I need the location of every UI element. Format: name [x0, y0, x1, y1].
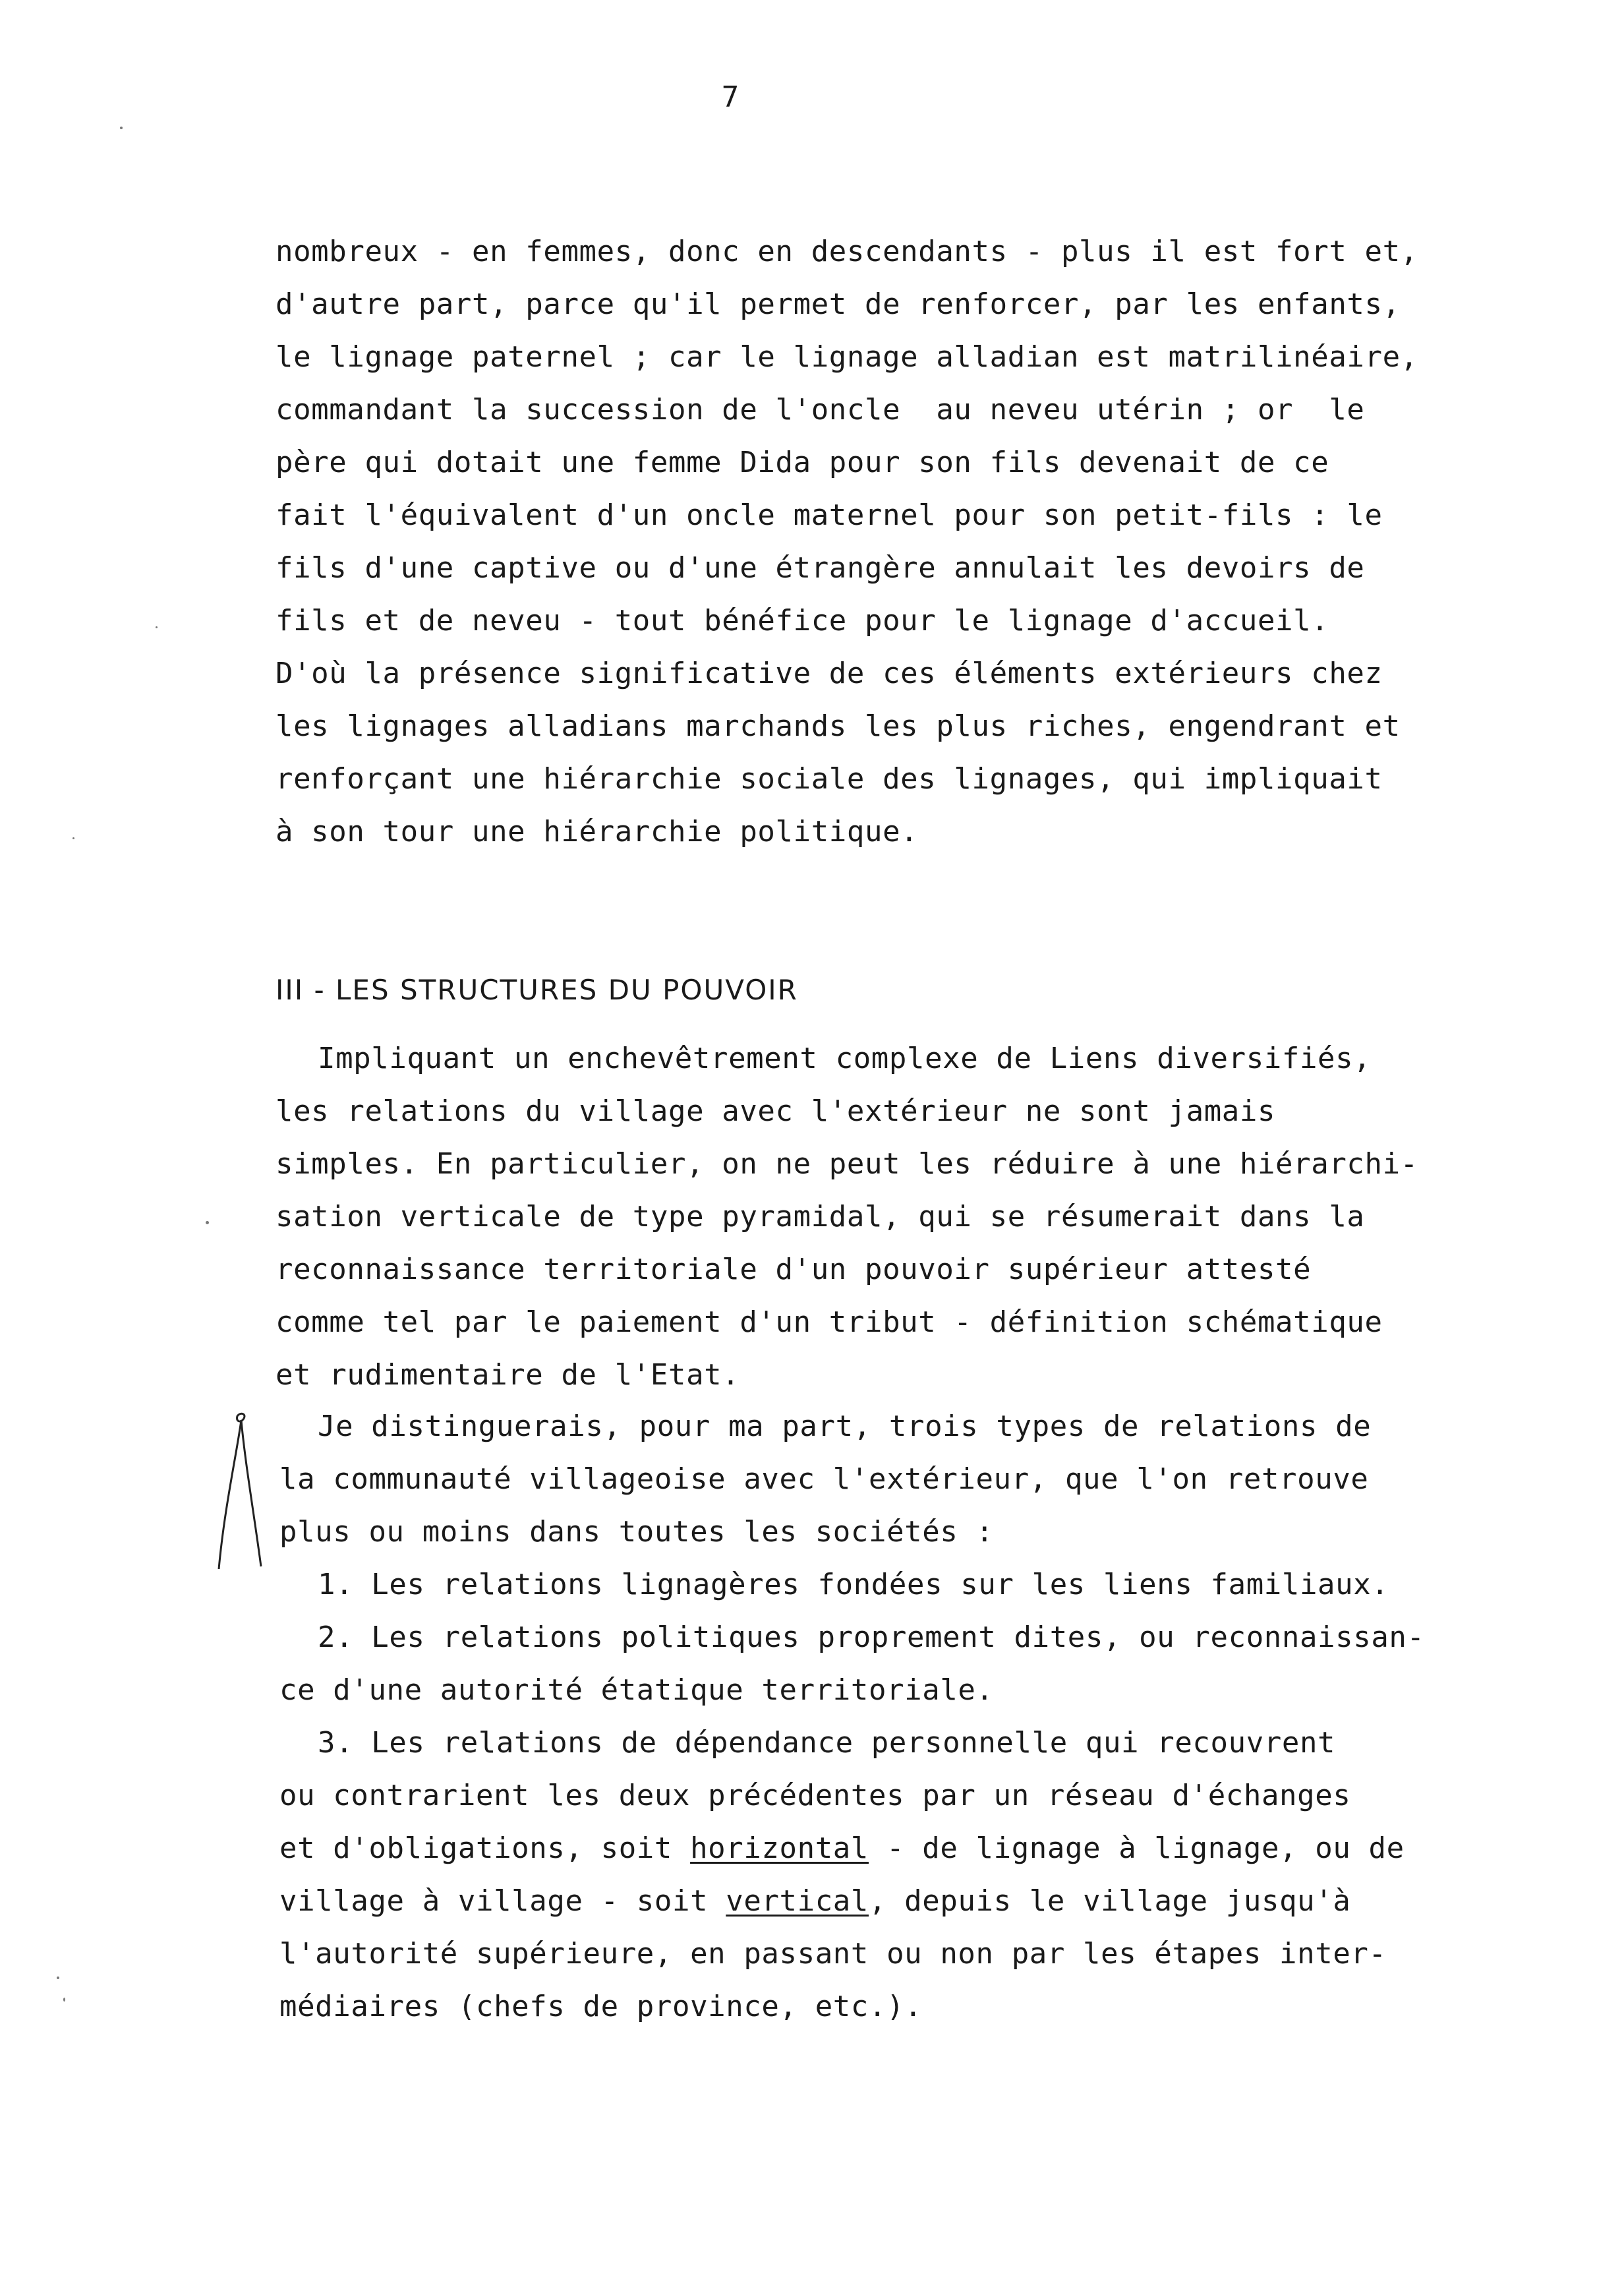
text-line: la communauté villageoise avec l'extérieur, que l'on retrouve [279, 1462, 1369, 1496]
text-segment: - de lignage à lignage, ou de [868, 1831, 1405, 1865]
text-line: nombreux - en femmes, donc en descendants - plus il est fort et, [276, 235, 1418, 268]
list-item: 2. Les relations politiques proprement dites, ou reconnaissan- [318, 1620, 1425, 1654]
text-line: Je distinguerais, pour ma part, trois types de relations de [318, 1410, 1372, 1443]
page-number: 7 [721, 80, 740, 114]
underlined-term-horizontal: horizontal [690, 1831, 869, 1865]
scan-speck [156, 626, 158, 628]
list-item-continuation [279, 1882, 1350, 1921]
text-line: les relations du village avec l'extérieur ne sont jamais [276, 1094, 1276, 1128]
scan-speck [206, 1221, 209, 1224]
text-line: et rudimentaire de l'Etat. [276, 1358, 740, 1392]
text-line: père qui dotait une femme Dida pour son fils devenait de ce [276, 446, 1329, 479]
text-line: renforçant une hiérarchie sociale des lignages, qui impliquait [276, 762, 1383, 796]
list-item-continuation: ou contrarient les deux précédentes par un réseau d'échanges [279, 1779, 1351, 1812]
text-segment: , depuis le village jusqu'à [869, 1884, 1351, 1918]
text-segment: et d'obligations, soit [279, 1831, 691, 1865]
list-item-continuation [279, 1829, 1405, 1868]
scan-speck [120, 127, 123, 129]
scan-speck [57, 1977, 59, 1979]
text-line: D'où la présence significative de ces éléments extérieurs chez [276, 657, 1383, 690]
text-segment: village à village - soit [279, 1884, 726, 1918]
text-line: fait l'équivalent d'un oncle maternel pour son petit-fils : le [276, 498, 1383, 532]
list-item: 3. Les relations de dépendance personnelle qui recouvrent [318, 1726, 1336, 1760]
list-item: 1. Les relations lignagères fondées sur les liens familiaux. [318, 1568, 1389, 1601]
text-line: les lignages alladians marchands les plus riches, engendrant et [276, 709, 1401, 743]
text-line: sation verticale de type pyramidal, qui se résumerait dans la [276, 1200, 1365, 1234]
text-line: fils et de neveu - tout bénéfice pour le lignage d'accueil. [276, 604, 1329, 638]
list-item-continuation: ce d'une autorité étatique territoriale. [279, 1673, 994, 1707]
text-line: fils d'une captive ou d'une étrangère annulait les devoirs de [276, 551, 1365, 585]
text-line: simples. En particulier, on ne peut les réduire à une hiérarchi- [276, 1147, 1418, 1181]
text-line: le lignage paternel ; car le lignage alladian est matrilinéaire, [276, 340, 1418, 374]
text-line: commandant la succession de l'oncle au neveu utérin ; or le [276, 393, 1365, 427]
scan-speck [63, 1998, 65, 2002]
list-item-continuation: médiaires (chefs de province, etc.). [279, 1990, 923, 2023]
text-line: Impliquant un enchevêtrement complexe de Liens diversifiés, [318, 1042, 1372, 1075]
text-line: comme tel par le paiement d'un tribut - définition schématique [276, 1305, 1383, 1339]
margin-bracket-mark [218, 1411, 264, 1576]
text-line: d'autre part, parce qu'il permet de renforcer, par les enfants, [276, 287, 1401, 321]
text-line: plus ou moins dans toutes les sociétés : [279, 1515, 994, 1549]
scan-speck [72, 837, 74, 839]
list-item-continuation: l'autorité supérieure, en passant ou non par les étapes inter- [279, 1937, 1387, 1971]
underlined-term-vertical: vertical [726, 1884, 869, 1918]
text-line: à son tour une hiérarchie politique. [276, 815, 919, 848]
text-line: reconnaissance territoriale d'un pouvoir supérieur attesté [276, 1253, 1312, 1286]
section-heading: III - LES STRUCTURES DU POUVOIR [276, 974, 798, 1006]
